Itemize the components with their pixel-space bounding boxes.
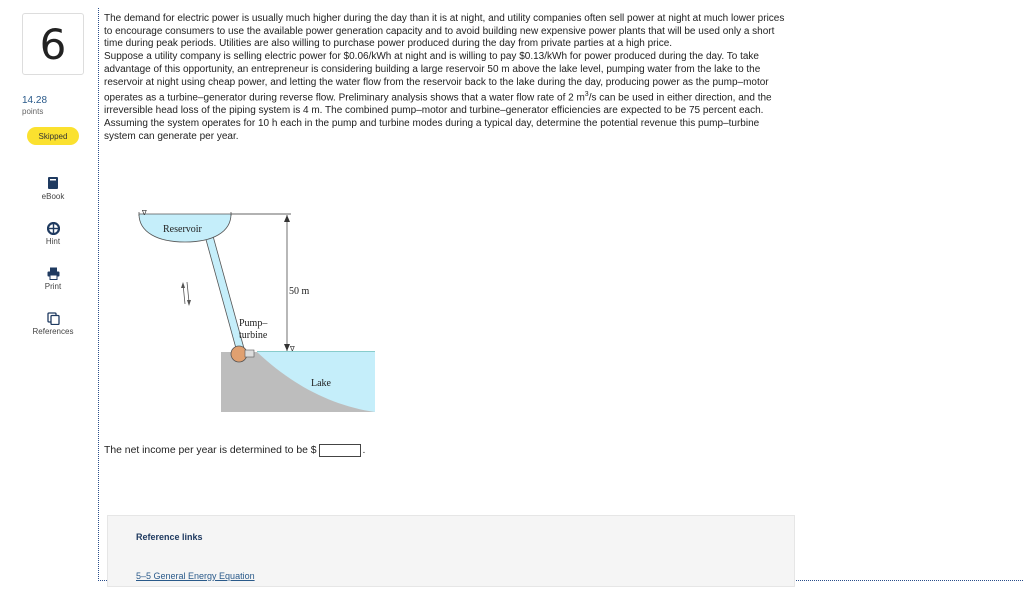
print-label: Print — [44, 282, 62, 291]
question-number: 6 — [22, 13, 84, 75]
hint-button[interactable] — [26, 222, 80, 246]
hint-label: Hint — [45, 237, 61, 246]
copy-icon — [47, 312, 60, 325]
reference-box — [107, 515, 795, 587]
answer-prefix: The net income per year is determined to be $ — [104, 445, 317, 456]
ebook-label: eBook — [41, 192, 65, 201]
question-text — [104, 13, 792, 143]
references-button[interactable] — [26, 312, 80, 336]
water-level-symbol-top: ∇ — [142, 209, 147, 217]
reservoir-label: Reservoir — [163, 224, 202, 235]
printer-icon — [47, 267, 60, 280]
pump-label-line2: turbine — [239, 330, 268, 341]
points-value: 14.28 — [22, 95, 48, 106]
pump-turbine-figure — [133, 206, 383, 414]
flow-arrows — [181, 282, 191, 306]
answer-row — [104, 444, 365, 457]
paragraph-2: Suppose a utility company is selling electric power for $0.06/kWh at night and is willing to pay $0.13/kWh for power produced during the day. To take advantage of this opportunity, an entrepreneur is considering building a large reservoir 50 m above the lake level, pumping water from the lake to the reservoir at night using cheap power, and letting the water flow from the reservoir back to the lake during the day, producing power as the pump–motor operates as a turbine–generator during reverse flow. Preliminary analysis shows that a water flow rate of 2 $m^3/s$ can be used in either direction, and the irreversible head loss of the piping system is 4 m. The combined pump–motor and turbine–generator efficiencies are expected to be 75 percent each. Assuming the system operates for 10 h each in the pump and turbine modes during a typical day, determine the potential revenue this pump–turbine system can generate per year. — [104, 51, 772, 142]
ebook-button[interactable] — [26, 176, 80, 201]
answer-input[interactable] — [319, 444, 361, 457]
pump-label-line1: Pump– — [239, 318, 268, 329]
lake-label: Lake — [311, 378, 331, 389]
answer-suffix: . — [362, 445, 366, 456]
paragraph-1: The demand for electric power is usually much higher during the day than it is at night, and utility companies often sell power at night at much lower prices to encourage consumers to use the available power generation capacity and to avoid building new expensive power plants that will be used only a short time during peak periods. Utilities are also willing to purchase power produced during the day from private parties at a high price. — [104, 13, 785, 50]
print-button[interactable] — [26, 267, 80, 291]
book-icon — [47, 176, 59, 190]
height-label: 50 m — [289, 286, 310, 297]
water-level-symbol-lake: ∇ — [290, 345, 295, 353]
status-badge: Skipped — [27, 127, 79, 145]
reference-title: Reference links — [136, 532, 203, 542]
question-content — [98, 8, 1024, 581]
points-label: points — [22, 107, 44, 116]
pump-turbine — [231, 346, 247, 362]
references-label: References — [32, 327, 74, 336]
reference-link[interactable]: 5–5 General Energy Equation — [136, 571, 255, 581]
points-info — [22, 95, 47, 117]
lifebuoy-icon — [47, 222, 60, 235]
